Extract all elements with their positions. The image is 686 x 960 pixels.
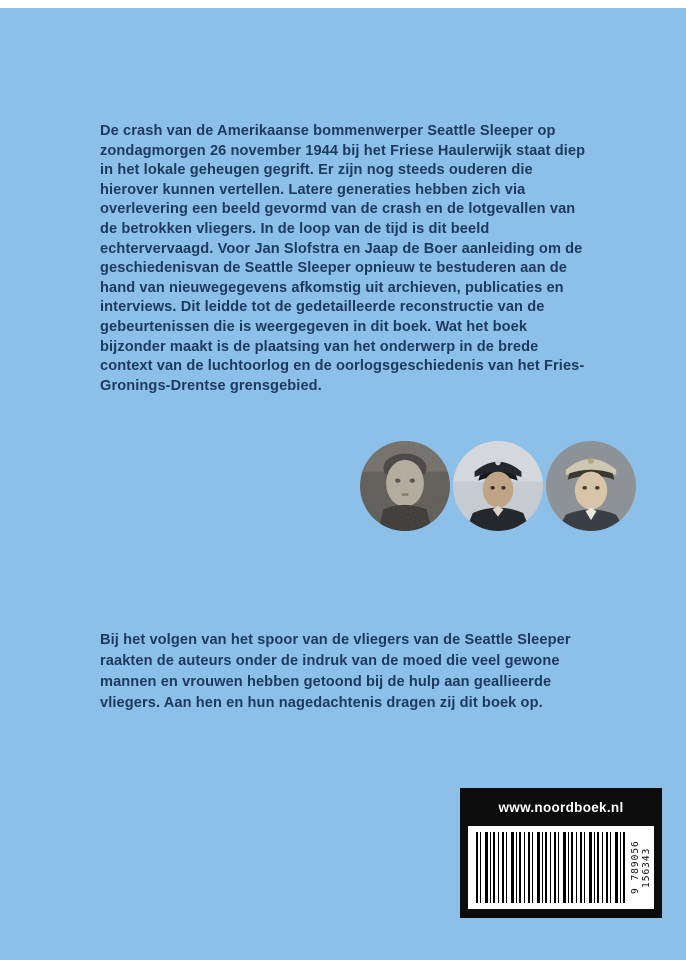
airmen-photos <box>360 441 636 531</box>
publisher-website: www.noordboek.nl <box>498 799 624 815</box>
airman-portrait-2 <box>453 441 543 531</box>
synopsis-text: De crash van de Amerikaanse bommenwerper Seattle Sleeper op zondagmorgen 26 november 1944 bij het Friese Haulerwijk staat diep in het lokale geheugen gegrift. Er zijn nog steeds ouderen die hierover kunnen vertellen. Latere generaties hebben zich via overlevering een beeld gevormd van de crash en de lotgevallen van de betrokken vliegers. In de loop van de tijd is dit beeld echtervervaagd. Voor Jan Slofstra en Jaap de Boer aanleiding om de geschiedenisvan de Seattle Sleeper opnieuw te bestuderen aan de hand van nieuwegegevens afkomstig uit archieven, publicaties en interviews. Dit leidde tot de gedetailleerde reconstructie van de gebeurtenissen die is weergegeven in dit boek. Wat het boek bijzonder maakt is de plaatsing van het onderwerp in de brede context van de luchtoorlog en de oorlogsgeschiedenis van het Fries-Gronings-Drentse grensgebied. <box>100 123 586 394</box>
publisher-website-band <box>460 788 662 826</box>
airman-portrait-1 <box>360 441 450 531</box>
dedication-text: Bij het volgen van het spoor van de vliegers van de Seattle Sleeper raakten de auteurs onder de indruk van de moed die veel gewone mannen en vrouwen hebben getoond bij de hulp aan geallieerde vliegers. Aan hen en hun nagedachtenis dragen zij dit boek op. <box>100 632 571 711</box>
airman-portrait-3 <box>546 441 636 531</box>
barcode-bars <box>476 832 627 903</box>
isbn-number: 9 789056 156343 <box>630 840 652 895</box>
page-edge <box>0 0 686 8</box>
publisher-block <box>460 788 662 918</box>
barcode <box>468 826 654 909</box>
